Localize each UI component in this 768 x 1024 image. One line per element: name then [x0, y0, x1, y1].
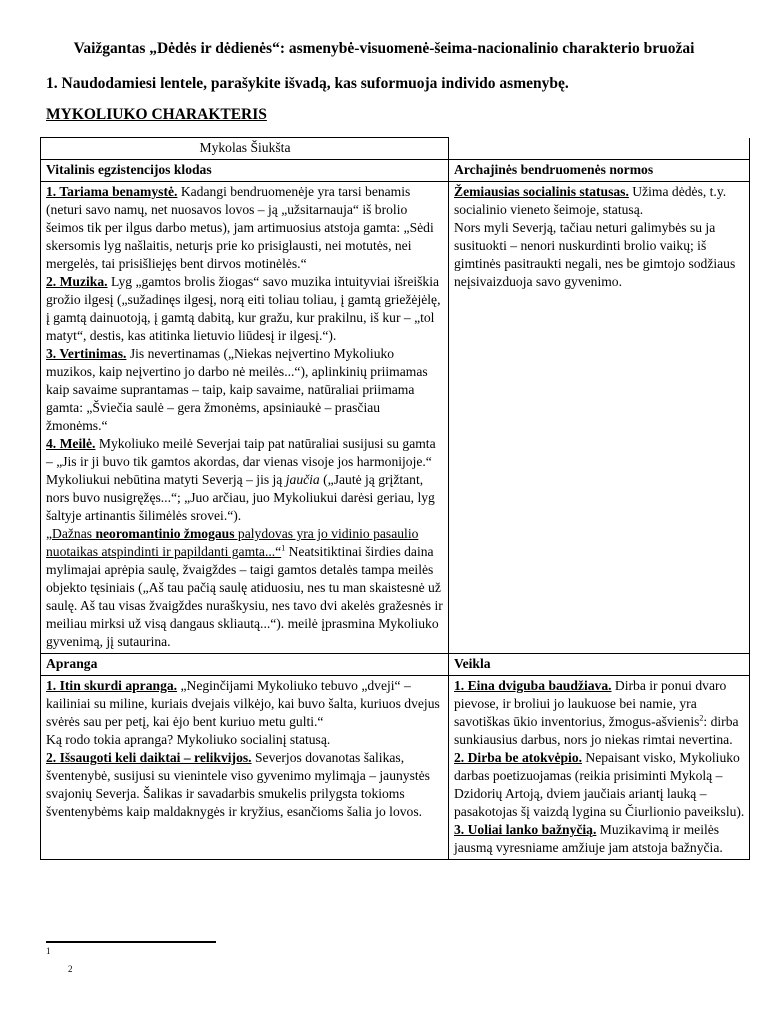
footnote-1-number: 1	[46, 946, 51, 956]
vital-p6-bold: neoromantinio žmogaus	[95, 526, 235, 541]
document-title: Vaižgantas „Dėdės ir dėdienės“: asmenybė-visuomenė-šeima-nacionalinio charakterio bruožai	[73, 40, 695, 57]
activity-p1-b: : dirba sunkiausius darbus, nors jo niekas rimtai nevertina.	[454, 714, 739, 747]
archaic-head: Žemiausias socialinis statusas.	[454, 184, 629, 199]
activity-p3-body: Muzikavimą ir meilės jausmą vyresniame amžiuje jam atstoja bažnyčia.	[454, 822, 723, 855]
vital-p2-head: 2. Muzika.	[46, 274, 108, 289]
vital-p2-body: Lyg „gamtos brolis žiogas“ savo muzika intuityviai išreiškia grožio ilgesį („sužadinęs ilgesį, norą eiti toliau toliau, į gamtą griežėjėlę, į gamtą dainuotoją, į gamtą dabitą, kur gražu, kur prakilnu, iš kur – „tol matyt“, destis, kas atitinka lietuvio liūdesį ir ilgesį.“).	[46, 274, 441, 343]
table-row-content-1	[41, 182, 750, 654]
apparel-p1-question: Ką rodo tokia apranga? Mykoliuko socialinį statusą.	[46, 732, 331, 747]
header-vital: Vitalinis egzistencijos klodas	[41, 160, 449, 182]
assignment-question: 1. Naudodamiesi lentele, parašykite išvadą, kas suformuoja individo asmenybę.	[46, 75, 569, 92]
cell-vital	[41, 182, 449, 654]
activity-p3-head: 3. Uoliai lanko bažnyčią.	[454, 822, 597, 837]
vital-p4-body: Mykoliuko meilė Severjai taip pat natūraliai susijusi su gamta – „Jis ir ji buvo tik gamtos akordas, dar vienas visoje jos harmonijoje.“	[46, 436, 436, 469]
section-heading: MYKOLIUKO CHARAKTERIS	[46, 106, 267, 123]
cell-activity	[449, 676, 750, 860]
header-apparel: Apranga	[41, 654, 449, 676]
cell-archaic	[449, 182, 750, 654]
archaic-body2: Nors myli Severją, tačiau neturi galimybės su ja susituokti – nenori nuskurdinti brolio vaikų; iš gimtinės pasitraukti negali, nes be gimtojo sodžiaus neįsivaizduoja savo gyvenimo.	[454, 220, 736, 289]
apparel-p1-body: „Neginčijami Mykoliuko tebuvo „dveji“ – kailiniai su miline, kuriais dvejais vilkėjo, kai buvo šalta, kuriuos dvejus svėrės sau per petį, kai ėjo bent kuriuo metu gulti.“	[46, 678, 440, 729]
vital-p1-head: 1. Tariama benamystė.	[46, 184, 178, 199]
vital-p1-body: Kadangi bendruomenėje yra tarsi benamis (neturi savo namų, net nuosavos lovos – ją „užsitarnauja“ iš brolio šeimos tik per ilgus darbo metus), jam artimuosius atstoja gamta: „Sėdi skersomis lyg našlaitis, neturįs prie ko prisiglausti, nei motutės, nei mergelės, tai prisišliejęs bent dirvos motinėlės.“	[46, 184, 434, 271]
header-archaic: Archajinės bendruomenės normos	[449, 160, 750, 182]
footnote-ref-2[interactable]: 2	[699, 713, 704, 723]
vital-p4-head: 4. Meilė.	[46, 436, 96, 451]
empty-cell	[449, 138, 750, 160]
vital-p5-a: Mykoliukui nebūtina matyti Severją – jis ją	[46, 472, 286, 487]
table-row-name	[41, 138, 750, 160]
header-activity: Veikla	[449, 654, 750, 676]
footnote-2-number: 2	[68, 964, 73, 974]
table-row-headers-1	[41, 160, 750, 182]
footnote-divider	[46, 941, 216, 943]
vital-p5-italic: jaučia	[285, 472, 320, 487]
vital-p6-b: palydovas yra jo vidinio pasaulio nuotaikas atspindinti ir papildanti gamta...“	[46, 526, 419, 559]
vital-p6-c: Neatsitiktinai širdies daina mylimajai aprėpia saulę, žvaigždes – taigi gamtos detalės tampa meilės objekto tęsiniais („Aš tau pačią saulę atiduosiu, nes tu man skaistesnė už saulę. Aš tau visas žvaigždes nuraškysiu, nes tavo dvi akelės gražesnės ir meiliau mirksi už visą dangaus skliautą...“). meilė įprasmina Mykoliuko gyvenimą, jį sutaurina.	[46, 544, 443, 649]
table-row-content-2	[41, 676, 750, 860]
activity-p2-head: 2. Dirba be atokvėpio.	[454, 750, 583, 765]
footnote-ref-1[interactable]: 1	[281, 543, 286, 553]
character-name-cell	[41, 138, 449, 160]
vital-p3-body: Jis nevertinamas („Niekas neįvertino Mykoliuko muzikos, kaip neįvertino jo darbo nė meilės...“), aplinkinių priimamas kaip savaime suprantamas – taip, kaip savaime, natūraliai priimama gamta: „Šviečia saulė – gera žmonėms, apsiniaukė – prasčiau žmonėms.“	[46, 346, 428, 433]
activity-p1-head: 1. Eina dviguba baudžiava.	[454, 678, 612, 693]
apparel-p2-body: Severjos dovanotas šalikas, šventenybė, susijusi su vienintele viso gyvenimo mylimąja – jaunystės svajonių Severja. Šalikas ir savadarbis smukelis prilygsta tokioms šventenybėms kaip maldaknygės ir kryžius, esančioms šalia jo lovos.	[46, 750, 430, 819]
apparel-p2-head: 2. Išsaugoti keli daiktai – relikvijos.	[46, 750, 252, 765]
activity-p1-a: Dirba ir ponui dvaro pievose, ir broliui jo laukuose bei namie, yra savotiškas ūkio inventorius, žmogus-ašvienis	[454, 678, 727, 729]
vital-p6-a: „Dažnas	[46, 526, 96, 541]
vital-p5-b: („Jautė ją grįžtant, nors buvo nusigręžęs...“; „Juo arčiau, juo Mykoliukui darėsi geriau, lyg šaltyje artinantis šilimėlės srovei.“).	[46, 472, 435, 523]
vital-p3-head: 3. Vertinimas.	[46, 346, 127, 361]
character-name: Mykolas Šiukšta	[199, 140, 291, 155]
character-table	[40, 137, 750, 860]
apparel-p1-head: 1. Itin skurdi apranga.	[46, 678, 178, 693]
archaic-body1: Užima dėdės, t.y. socialinio vieneto šeimoje, statusą.	[454, 184, 727, 217]
activity-p2-body: Nepaisant visko, Mykoliuko darbas poetizuojamas (reikia prisiminti Mykolą – Dzidorių Artoją, dviem jaučiais ariantį lauką – pasakotojas šį vaizdą lygina su Čiurlionio paveikslu).	[454, 750, 745, 819]
table-row-headers-2	[41, 654, 750, 676]
cell-apparel	[41, 676, 449, 860]
